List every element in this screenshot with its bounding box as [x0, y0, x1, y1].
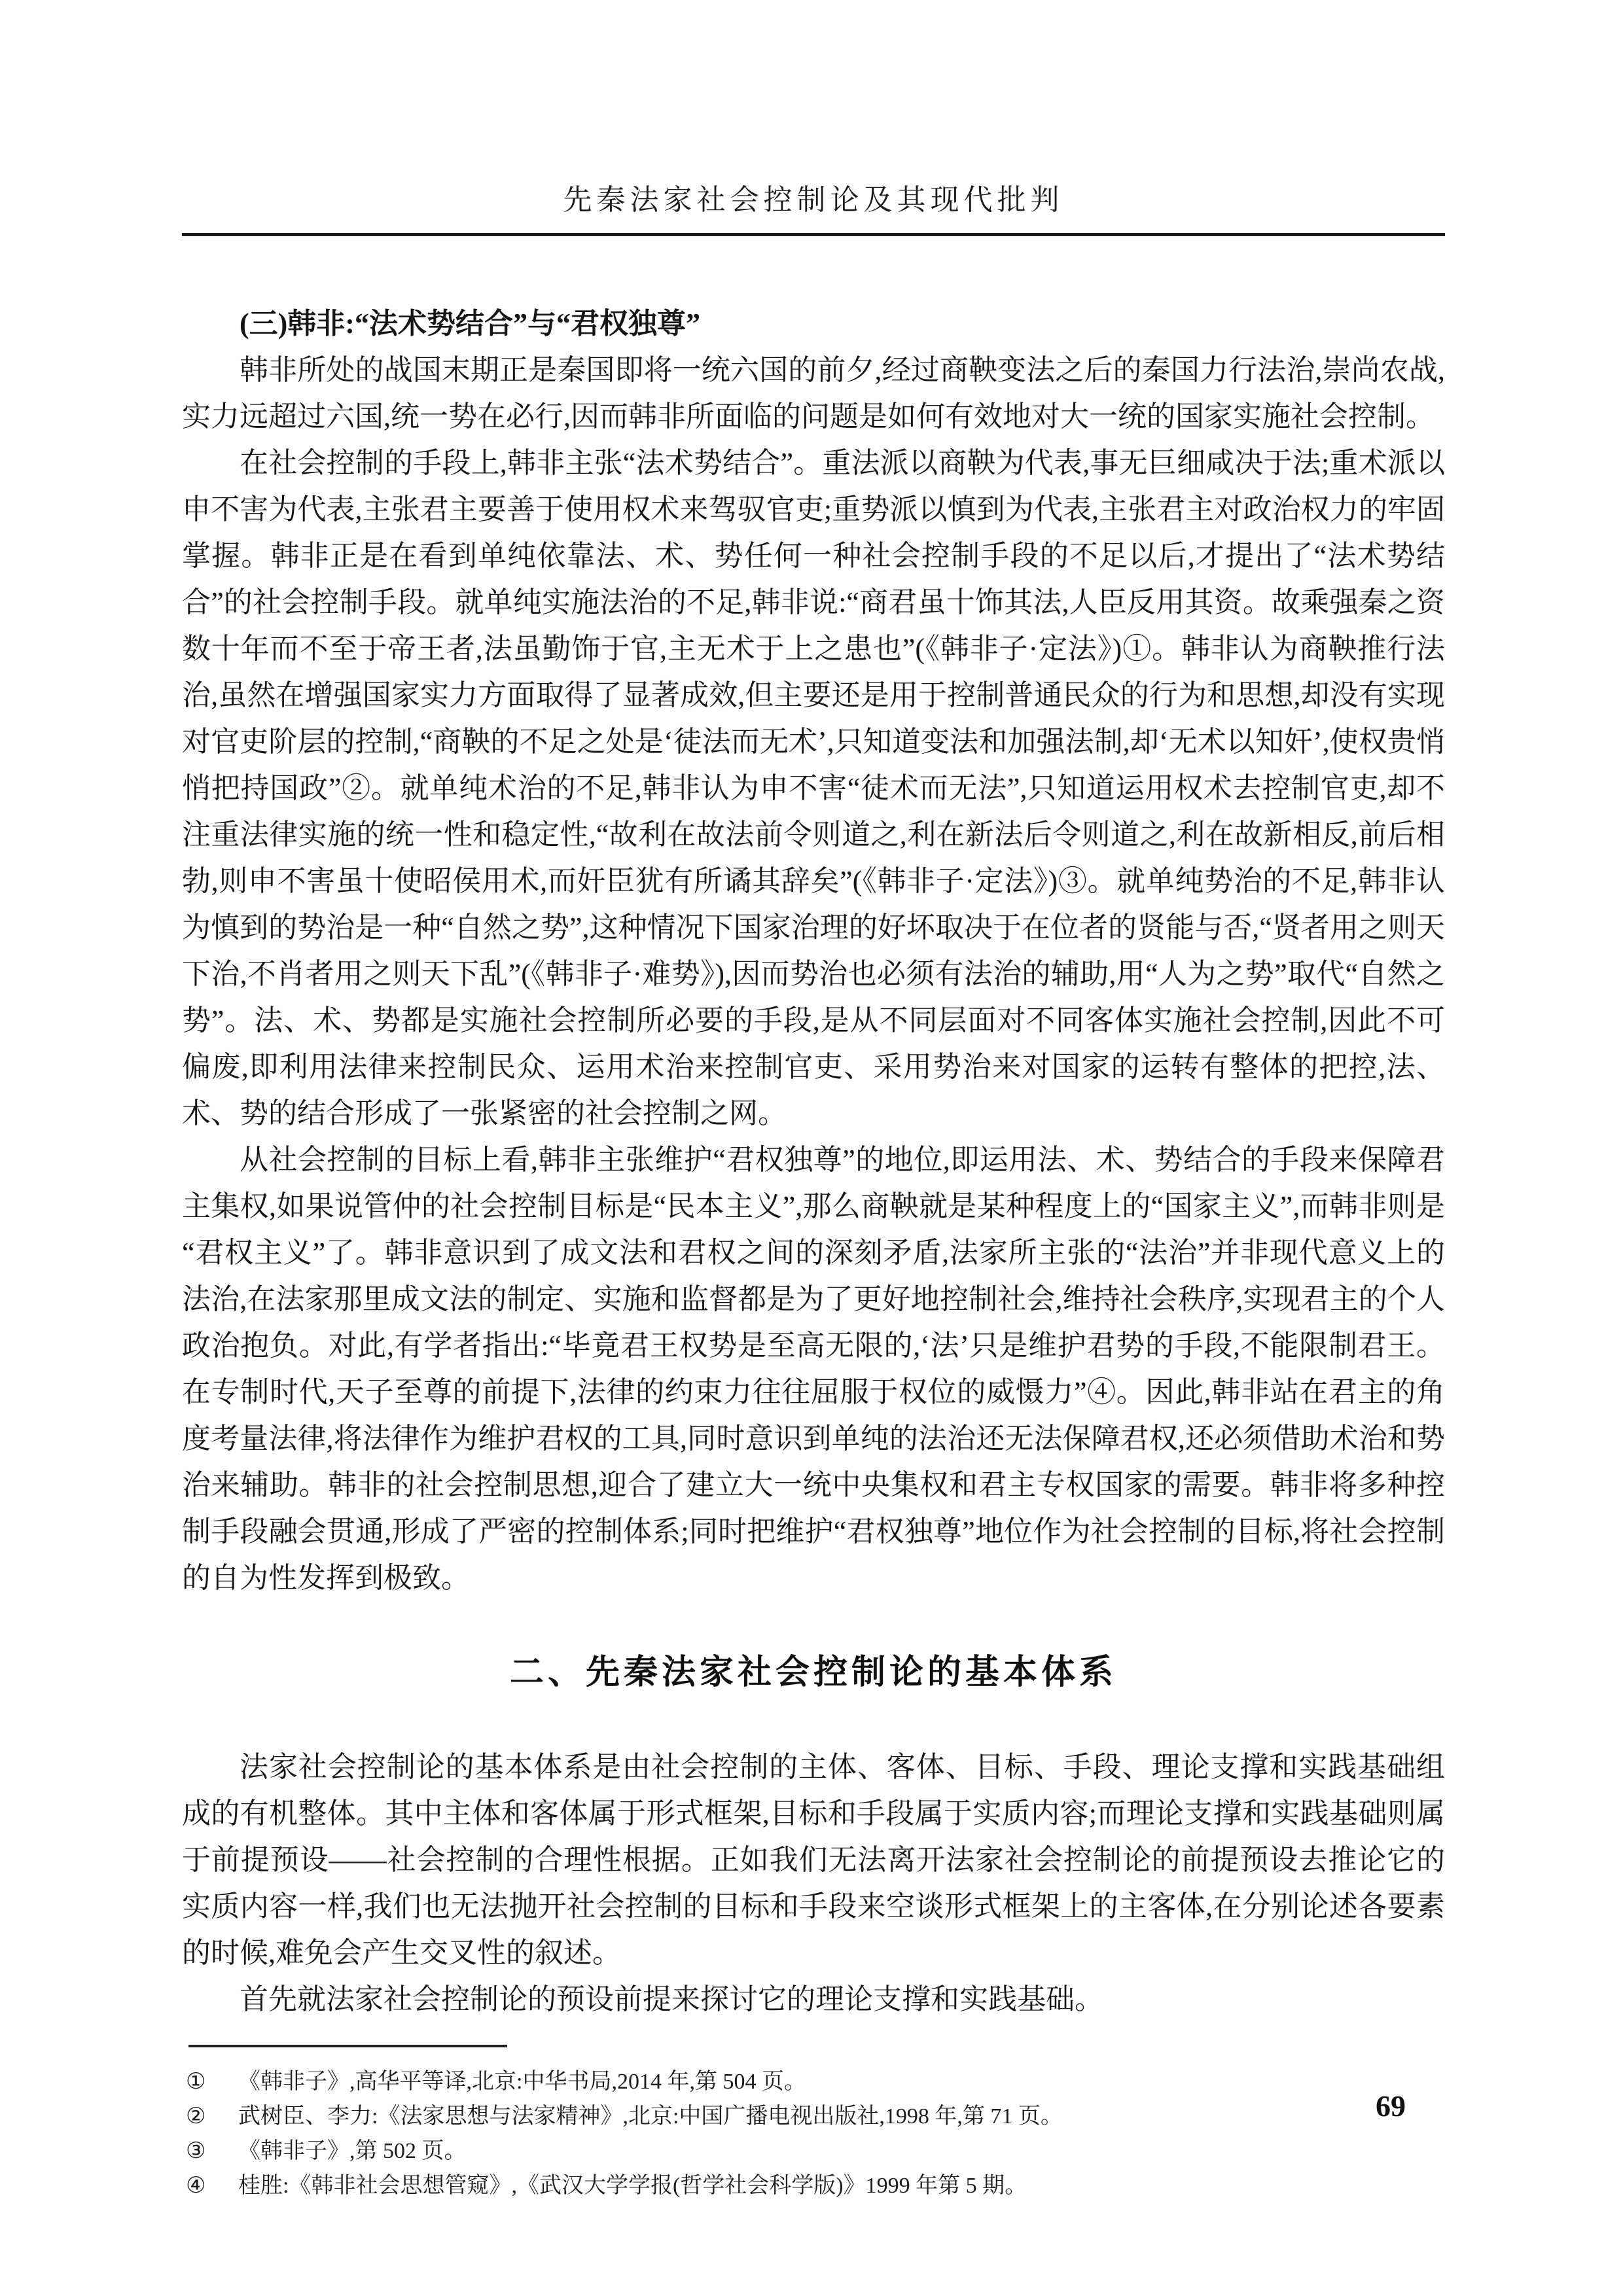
footnote-marker: ① [186, 2070, 206, 2094]
running-head: 先秦法家社会控制论及其现代批判 [563, 184, 1064, 216]
footnote-item [182, 2099, 1445, 2134]
footnote-text: 《韩非子》,第 502 页。 [238, 2139, 467, 2163]
footnote-text: 桂胜:《韩非社会思想管窥》,《武汉大学学报(哲学社会科学版)》1999 年第 5 期。 [238, 2174, 1027, 2198]
footnote-marker: ④ [186, 2174, 206, 2198]
paragraph-3: 从社会控制的目标上看,韩非主张维护“君权独尊”的地位,即运用法、术、势结合的手段来保障君主集权,如果说管仲的社会控制目标是“民本主义”,那么商鞅就是某种程度上的“国家主义”,而韩非则是“君权主义”了。韩非意识到了成文法和君权之间的深刻矛盾,法家所主张的“法治”并非现代意义上的法治,在法家那里成文法的制定、实施和监督都是为了更好地控制社会,维持社会秩序,实现君主的个人政治抱负。对此,有学者指出:“毕竟君王权势是至高无限的,‘法’只是维护君势的手段,不能限制君王。在专制时代,天子至尊的前提下,法律的约束力往往屈服于权位的威慑力”④。因此,韩非站在君主的角度考量法律,将法律作为维护君权的工具,同时意识到单纯的法治还无法保障君权,还必须借助术治和势治来辅助。韩非的社会控制思想,迎合了建立大一统中央集权和君主专权国家的需要。韩非将多种控制手段融会贯通,形成了严密的控制体系;同时把维护“君权独尊”地位作为社会控制的目标,将社会控制的自为性发挥到极致。 [182, 1144, 1445, 1594]
footnote-marker: ② [186, 2104, 206, 2128]
footnote-text: 《韩非子》,高华平等译,北京:中华书局,2014 年,第 504 页。 [238, 2070, 806, 2094]
footnotes-section [182, 2045, 1445, 2203]
paragraph-4: 法家社会控制论的基本体系是由社会控制的主体、客体、目标、手段、理论支撑和实践基础组成的有机整体。其中主体和客体属于形式框架,目标和手段属于实质内容;而理论支撑和实践基础则属于前提预设——社会控制的合理性根据。正如我们无法离开法家社会控制论的前提预设去推论它的实质内容一样,我们也无法抛开社会控制的目标和手段来空谈形式框架上的主客体,在分别论述各要素的时候,难免会产生交叉性的叙述。 [182, 1751, 1445, 1969]
footnote-marker: ③ [186, 2139, 206, 2163]
article-body [182, 300, 1445, 2022]
paragraph-2: 在社会控制的手段上,韩非主张“法术势结合”。重法派以商鞅为代表,事无巨细咸决于法;重术派以申不害为代表,主张君主要善于使用权术来驾驭官吏;重势派以慎到为代表,主张君主对政治权力的牢固掌握。韩非正是在看到单纯依靠法、术、势任何一种社会控制手段的不足以后,才提出了“法术势结合”的社会控制手段。就单纯实施法治的不足,韩非说:“商君虽十饰其法,人臣反用其资。故乘强秦之资数十年而不至于帝王者,法虽勤饰于官,主无术于上之患也”(《韩非子·定法》)①。韩非认为商鞅推行法治,虽然在增强国家实力方面取得了显著成效,但主要还是用于控制普通民众的行为和思想,却没有实现对官吏阶层的控制,“商鞅的不足之处是‘徒法而无术’,只知道变法和加强法制,却‘无术以知奸’,使权贵悄悄把持国政”②。就单纯术治的不足,韩非认为申不害“徒术而无法”,只知道运用权术去控制官吏,却不注重法律实施的统一性和稳定性,“故利在故法前令则道之,利在新法后令则道之,利在故新相反,前后相勃,则申不害虽十使昭侯用术,而奸臣犹有所谲其辞矣”(《韩非子·定法》)③。就单纯势治的不足,韩非认为慎到的势治是一种“自然之势”,这种情况下国家治理的好坏取决于在位者的贤能与否,“贤者用之则天下治,不肖者用之则天下乱”(《韩非子·难势》),因而势治也必须有法治的辅助,用“人为之势”取代“自然之势”。法、术、势都是实施社会控制所必要的手段,是从不同层面对不同客体实施社会控制,因此不可偏废,即利用法律来控制民众、运用术治来控制官吏、采用势治来对国家的运转有整体的把控,法、术、势的结合形成了一张紧密的社会控制之网。 [182, 447, 1445, 1129]
footnote-item [182, 2168, 1445, 2203]
section-heading: 二、先秦法家社会控制论的基本体系 [509, 1654, 1117, 1691]
footnote-separator [188, 2045, 507, 2047]
footnote-item [182, 2064, 1445, 2099]
subsection-heading: (三)韩非:“法术势结合”与“君权独尊” [240, 308, 700, 340]
header-rule [182, 233, 1445, 236]
paragraph-5: 首先就法家社会控制论的预设前提来探讨它的理论支撑和实践基础。 [240, 1983, 1103, 2015]
footnote-item [182, 2134, 1445, 2168]
footnote-text: 武树臣、李力:《法家思想与法家精神》,北京:中国广播电视出版社,1998 年,第 71 页。 [238, 2104, 1063, 2128]
paragraph-1: 韩非所处的战国末期正是秦国即将一统六国的前夕,经过商鞅变法之后的秦国力行法治,崇尚农战,实力远超过六国,统一势在必行,因而韩非所面临的问题是如何有效地对大一统的国家实施社会控制。 [182, 354, 1445, 433]
page-number: 69 [1376, 2089, 1406, 2123]
